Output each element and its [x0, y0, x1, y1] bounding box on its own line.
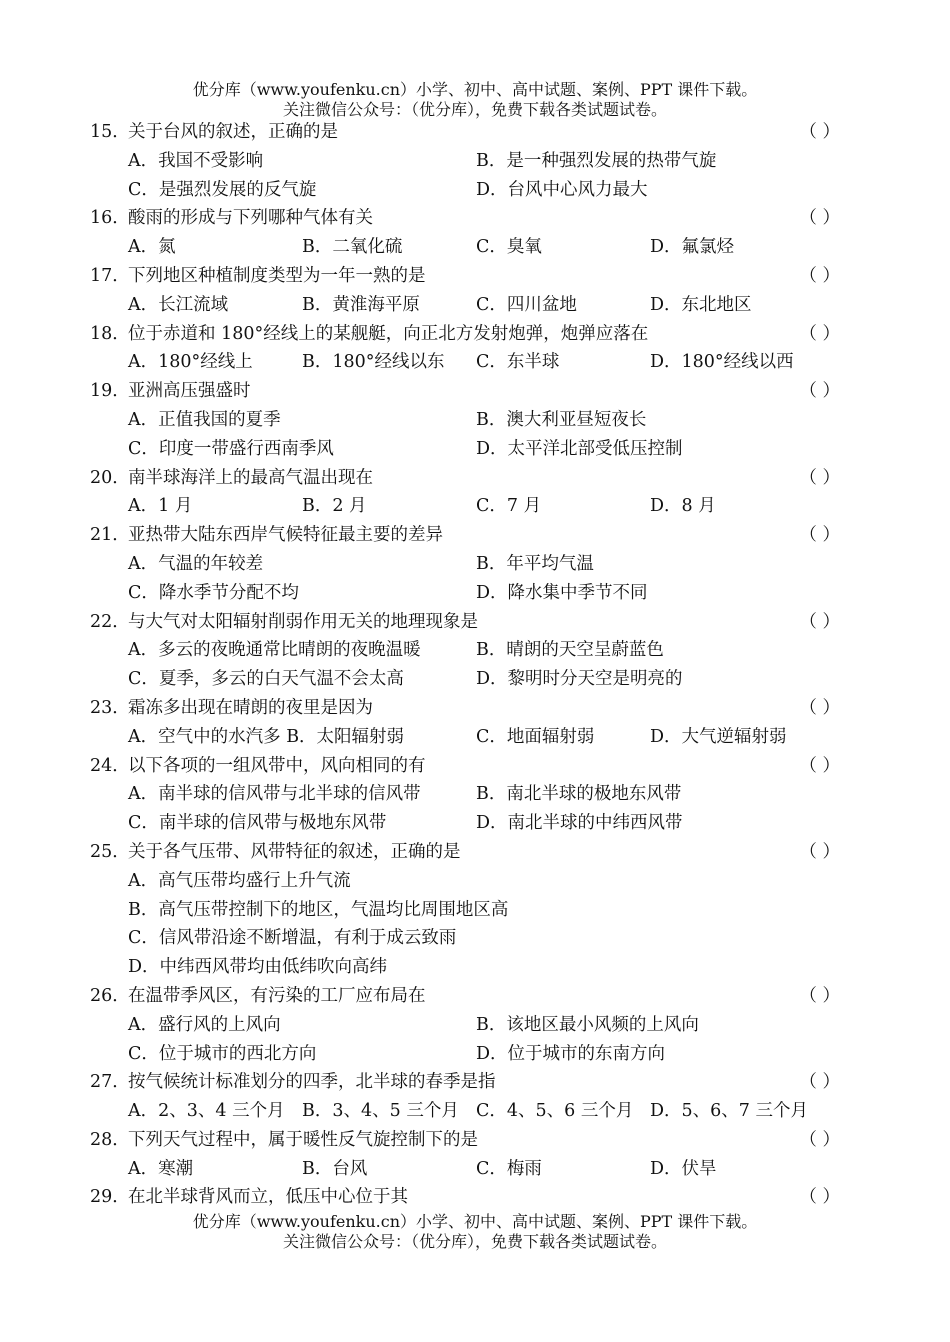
options-row	[90, 924, 840, 953]
option-d: D．太平洋北部受低压控制	[476, 438, 683, 459]
answer-blank: （ ）	[799, 1129, 840, 1150]
option-a: A．空气中的水汽多 B．太阳辐射弱	[128, 726, 405, 747]
option-d: D．伏旱	[650, 1158, 717, 1179]
option-c: C．南半球的信风带与极地东风带	[128, 813, 387, 834]
option-b: B．该地区最小风频的上风向	[476, 1014, 699, 1035]
question-stem	[90, 464, 840, 493]
options-row	[90, 1155, 840, 1184]
option-a: A．氮	[128, 237, 176, 258]
option-b: B．高气压带控制下的地区，气温均比周围地区高	[128, 899, 509, 920]
options-row	[90, 406, 840, 435]
question-text: 霜冻多出现在晴朗的夜里是因为	[128, 697, 373, 718]
option-c: C．地面辐射弱	[476, 726, 595, 747]
answer-blank: （ ）	[799, 265, 840, 286]
options-row	[90, 291, 840, 320]
question-stem	[90, 1126, 840, 1155]
options-row	[90, 780, 840, 809]
option-b: B．2 月	[302, 496, 367, 517]
option-d: D．5、6、7 三个月	[650, 1101, 808, 1122]
option-b: B．台风	[302, 1158, 368, 1179]
option-b: B．二氧化硫	[302, 237, 403, 258]
question-text: 关于台风的叙述，正确的是	[128, 122, 338, 142]
option-a: A．正值我国的夏季	[128, 409, 281, 430]
footer-line-1: 优分库（www.youfenku.cn）小学、初中、高中试题、案例、PPT 课件下载。	[192, 1212, 758, 1231]
question-number: 21．	[90, 525, 130, 546]
question-stem	[90, 694, 840, 723]
question-number: 29．	[90, 1187, 130, 1208]
option-d: D．台风中心风力最大	[476, 179, 648, 200]
options-row	[90, 550, 840, 579]
option-a: A．2、3、4 三个月	[128, 1101, 285, 1122]
question-stem	[90, 1183, 840, 1212]
option-a: A．气温的年较差	[128, 553, 264, 574]
answer-blank: （ ）	[799, 755, 840, 776]
answer-blank: （ ）	[799, 122, 840, 142]
answer-blank: （ ）	[799, 1072, 840, 1093]
answer-blank: （ ）	[799, 525, 840, 546]
option-c: C．降水季节分配不均	[128, 582, 299, 603]
options-row	[90, 435, 840, 464]
question-text: 与大气对太阳辐射削弱作用无关的地理现象是	[128, 611, 478, 632]
option-c: C．臭氧	[476, 237, 542, 258]
question-stem	[90, 204, 840, 233]
question-number: 20．	[90, 467, 130, 488]
option-b: B．180°经线以东	[302, 352, 445, 373]
options-row	[90, 233, 840, 262]
option-a: A．多云的夜晚通常比晴朗的夜晚温暖	[128, 640, 421, 661]
options-row	[90, 896, 840, 925]
question-number: 15．	[90, 122, 130, 142]
question-number: 26．	[90, 985, 130, 1006]
question-number: 22．	[90, 611, 130, 632]
option-c: C．4、5、6 三个月	[476, 1101, 634, 1122]
question-stem	[90, 521, 840, 550]
options-row	[90, 348, 840, 377]
footer-line-2: 关注微信公众号：（优分库），免费下载各类试题试卷。	[282, 1232, 667, 1251]
options-row	[90, 1040, 840, 1069]
answer-blank: （ ）	[799, 208, 840, 229]
option-b: B．晴朗的天空呈蔚蓝色	[476, 640, 664, 661]
question-text: 位于赤道和 180°经线上的某舰艇，向正北方发射炮弹，炮弹应落在	[128, 323, 649, 344]
question-stem	[90, 262, 840, 291]
question-number: 16．	[90, 208, 130, 229]
question-text: 以下各项的一组风带中，风向相同的有	[128, 755, 426, 776]
option-a: A．南半球的信风带与北半球的信风带	[128, 784, 421, 805]
header-line-1: 优分库（www.youfenku.cn）小学、初中、高中试题、案例、PPT 课件下载。	[192, 80, 758, 99]
question-text: 在北半球背风而立，低压中心位于其	[128, 1187, 408, 1208]
question-number: 18．	[90, 323, 130, 344]
options-row	[90, 809, 840, 838]
option-b: B．3、4、5 三个月	[302, 1101, 459, 1122]
option-a: A．长江流域	[128, 294, 229, 315]
header-line-2: 关注微信公众号：（优分库），免费下载各类试题试卷。	[282, 100, 667, 119]
option-d: D．黎明时分天空是明亮的	[476, 669, 683, 690]
options-row	[90, 953, 840, 982]
question-stem	[90, 118, 840, 147]
question-text: 酸雨的形成与下列哪种气体有关	[128, 208, 373, 229]
question-number: 23．	[90, 697, 130, 718]
option-c: C．东半球	[476, 352, 560, 373]
options-row	[90, 176, 840, 205]
answer-blank: （ ）	[799, 841, 840, 862]
question-text: 亚热带大陆东西岸气候特征最主要的差异	[128, 525, 443, 546]
option-d: D．降水集中季节不同	[476, 582, 648, 603]
option-a: A．盛行风的上风向	[128, 1014, 281, 1035]
option-c: C．7 月	[476, 496, 542, 517]
options-row	[90, 492, 840, 521]
question-text: 下列天气过程中，属于暖性反气旋控制下的是	[128, 1129, 478, 1150]
question-text: 下列地区种植制度类型为一年一熟的是	[128, 265, 426, 286]
option-b: B．年平均气温	[476, 553, 594, 574]
question-stem	[90, 752, 840, 781]
question-number: 28．	[90, 1129, 130, 1150]
option-d: D．180°经线以西	[650, 352, 794, 373]
option-b: B．南北半球的极地东风带	[476, 784, 682, 805]
option-d: D．8 月	[650, 496, 716, 517]
option-d: D．南北半球的中纬西风带	[476, 813, 683, 834]
answer-blank: （ ）	[799, 611, 840, 632]
options-row	[90, 1011, 840, 1040]
question-stem	[90, 377, 840, 406]
option-d: D．中纬西风带均由低纬吹向高纬	[128, 957, 388, 978]
options-row	[90, 665, 840, 694]
option-a: A．1 月	[128, 496, 193, 517]
answer-blank: （ ）	[799, 985, 840, 1006]
question-number: 24．	[90, 755, 130, 776]
question-text: 亚洲高压强盛时	[128, 381, 251, 402]
option-a: A．180°经线上	[128, 352, 253, 373]
question-text: 按气候统计标准划分的四季，北半球的春季是指	[128, 1072, 496, 1093]
option-d: D．东北地区	[650, 294, 752, 315]
question-stem	[90, 982, 840, 1011]
question-number: 27．	[90, 1072, 130, 1093]
question-number: 25．	[90, 841, 130, 862]
options-row	[90, 723, 840, 752]
option-d: D．氟氯烃	[650, 237, 735, 258]
option-a: A．我国不受影响	[128, 150, 264, 171]
options-row	[90, 636, 840, 665]
option-c: C．信风带沿途不断增温，有利于成云致雨	[128, 928, 457, 949]
options-row	[90, 147, 840, 176]
question-stem	[90, 838, 840, 867]
question-list	[90, 118, 840, 1212]
options-row	[90, 867, 840, 896]
option-b: B．是一种强烈发展的热带气旋	[476, 150, 717, 171]
option-b: B．澳大利亚昼短夜长	[476, 409, 647, 430]
answer-blank: （ ）	[799, 697, 840, 718]
options-row	[90, 1097, 840, 1126]
answer-blank: （ ）	[799, 1187, 840, 1208]
question-number: 19．	[90, 381, 130, 402]
question-text: 南半球海洋上的最高气温出现在	[128, 467, 373, 488]
option-c: C．四川盆地	[476, 294, 577, 315]
question-stem	[90, 608, 840, 637]
question-text: 在温带季风区，有污染的工厂应布局在	[128, 985, 426, 1006]
question-number: 17．	[90, 265, 130, 286]
option-d: D．大气逆辐射弱	[650, 726, 787, 747]
answer-blank: （ ）	[799, 467, 840, 488]
option-c: C．位于城市的西北方向	[128, 1043, 317, 1064]
answer-blank: （ ）	[799, 381, 840, 402]
option-c: C．是强烈发展的反气旋	[128, 179, 317, 200]
option-a: A．高气压带均盛行上升气流	[128, 870, 351, 891]
option-d: D．位于城市的东南方向	[476, 1043, 666, 1064]
option-c: C．梅雨	[476, 1158, 542, 1179]
options-row	[90, 579, 840, 608]
option-a: A．寒潮	[128, 1158, 194, 1179]
question-stem	[90, 320, 840, 349]
option-c: C．印度一带盛行西南季风	[128, 438, 334, 459]
option-b: B．黄淮海平原	[302, 294, 420, 315]
question-stem	[90, 1068, 840, 1097]
option-c: C．夏季，多云的白天气温不会太高	[128, 669, 404, 690]
question-text: 关于各气压带、风带特征的叙述，正确的是	[128, 841, 461, 862]
answer-blank: （ ）	[799, 323, 840, 344]
